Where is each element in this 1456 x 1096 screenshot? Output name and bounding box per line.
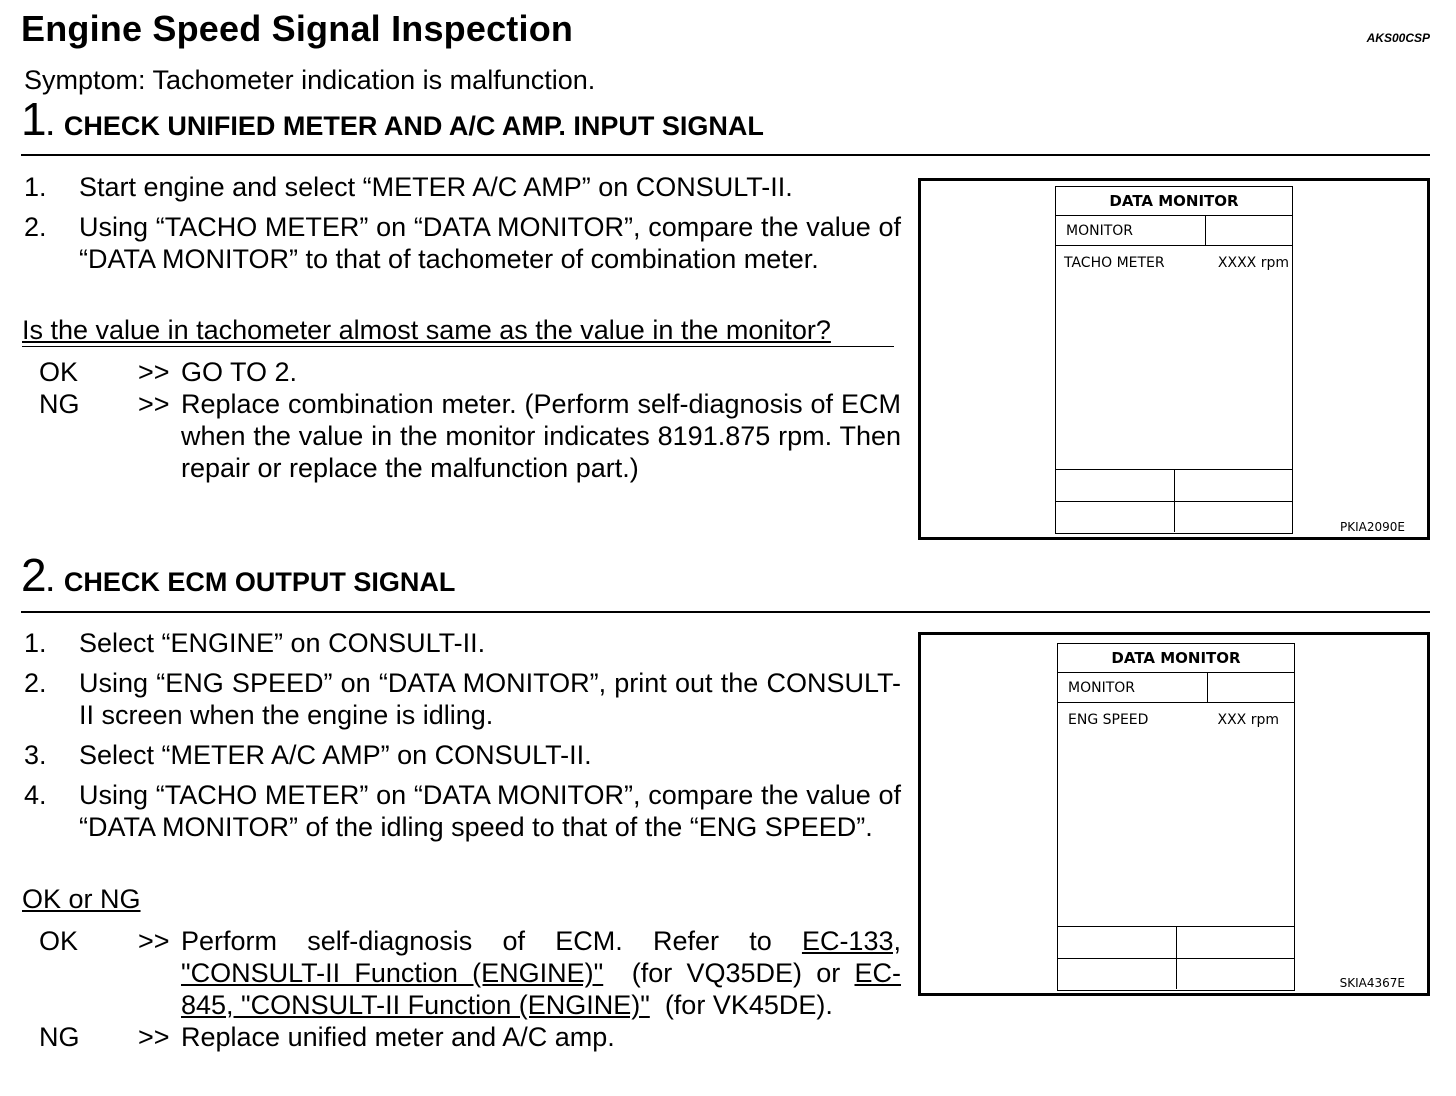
- result-arrow: >>: [138, 357, 170, 387]
- result-text-post: (for VK45DE).: [664, 990, 833, 1020]
- result-arrow: >>: [138, 389, 170, 419]
- list-item-number: 1.: [24, 628, 47, 658]
- list-item: [24, 667, 901, 731]
- monitor-body: [1058, 703, 1294, 989]
- data-monitor-screen: [1055, 186, 1293, 534]
- figure-data-monitor-1: [918, 178, 1430, 540]
- monitor-label: MONITOR: [1066, 223, 1133, 239]
- step1-heading: [21, 93, 764, 145]
- step2-instructions: [24, 627, 901, 851]
- result-key: NG: [39, 389, 80, 419]
- result-text: Replace combination meter. (Perform self-diagnosis of ECM when the value in the monitor indicates 8191.875 rpm. Then repair or replace the malfunction part.): [181, 389, 901, 483]
- list-item-number: 1.: [24, 172, 47, 202]
- link-ec-133[interactable]: EC-133, "CONSULT-II Function (ENGINE)": [181, 926, 901, 988]
- monitor-divider: [1205, 216, 1206, 245]
- step2-heading-text: CHECK ECM OUTPUT SIGNAL: [63, 567, 456, 597]
- figure-code: PKIA2090E: [1340, 520, 1405, 534]
- figure-data-monitor-2: [918, 632, 1430, 996]
- step2-question: OK or NG: [22, 884, 141, 914]
- list-item-text: Using “ENG SPEED” on “DATA MONITOR”, print out the CONSULT-II screen when the engine is idling.: [79, 668, 901, 730]
- result-ng: [39, 388, 901, 484]
- list-item: [24, 211, 901, 275]
- list-item-number: 3.: [24, 740, 47, 770]
- signal-name: ENG SPEED: [1068, 712, 1149, 728]
- step1-dot: .: [46, 111, 54, 141]
- signal-value: XXXX rpm: [1217, 255, 1289, 271]
- monitor-grid: [1058, 926, 1294, 989]
- list-item: [24, 627, 901, 659]
- result-arrow: >>: [138, 1022, 170, 1052]
- step2-divider: [21, 611, 1430, 613]
- grid-line: [1176, 927, 1177, 989]
- data-monitor-screen: [1057, 643, 1295, 991]
- monitor-label-row: [1058, 673, 1294, 703]
- result-arrow: >>: [138, 926, 170, 956]
- step1-instructions: [24, 171, 901, 283]
- step1-results: [39, 356, 901, 484]
- question-underline: [22, 346, 894, 347]
- result-key: NG: [39, 1022, 80, 1052]
- list-item-text: Start engine and select “METER A/C AMP” on CONSULT-II.: [79, 172, 793, 202]
- signal-value: XXX rpm: [1217, 712, 1279, 728]
- step1-heading-text: CHECK UNIFIED METER AND A/C AMP. INPUT SIGNAL: [63, 111, 764, 141]
- step2-dot: .: [46, 567, 54, 597]
- monitor-label: MONITOR: [1068, 680, 1135, 696]
- step1-question: Is the value in tachometer almost same as the value in the monitor?: [22, 315, 831, 345]
- list-item: [24, 779, 901, 843]
- monitor-body: [1056, 246, 1292, 532]
- page-title: Engine Speed Signal Inspection: [21, 8, 574, 49]
- monitor-grid: [1056, 469, 1292, 532]
- list-item-text: Select “METER A/C AMP” on CONSULT-II.: [79, 740, 592, 770]
- document-id: AKS00CSP: [1366, 31, 1430, 45]
- result-ok: [39, 356, 901, 388]
- result-text: GO TO 2.: [181, 357, 298, 387]
- monitor-header: DATA MONITOR: [1056, 187, 1292, 216]
- symptom-text: Symptom: Tachometer indication is malfunction.: [24, 65, 596, 95]
- result-text-pre: Perform self-diagnosis of ECM. Refer to: [181, 926, 772, 956]
- list-item-text: Using “TACHO METER” on “DATA MONITOR”, compare the value of “DATA MONITOR” of the idling speed to that of the “ENG SPEED”.: [79, 780, 901, 842]
- list-item-text: Using “TACHO METER” on “DATA MONITOR”, compare the value of “DATA MONITOR” to that of tachometer of combination meter.: [79, 212, 901, 274]
- monitor-label-row: [1056, 216, 1292, 246]
- monitor-header: DATA MONITOR: [1058, 644, 1294, 673]
- result-ng: [39, 1021, 901, 1053]
- result-key: OK: [39, 926, 79, 956]
- list-item-number: 2.: [24, 668, 47, 698]
- link-ec-845[interactable]: EC-845, "CONSULT-II Function (ENGINE)": [181, 958, 901, 1020]
- step2-number: 2: [21, 549, 47, 601]
- result-ok: [39, 925, 901, 1021]
- list-item: [24, 171, 901, 203]
- result-text: [181, 925, 901, 1021]
- step2-heading: [21, 549, 456, 601]
- list-item-number: 4.: [24, 780, 47, 810]
- list-item-text: Select “ENGINE” on CONSULT-II.: [79, 628, 486, 658]
- step1-number: 1: [21, 93, 47, 145]
- list-item: [24, 739, 901, 771]
- result-text: Replace unified meter and A/C amp.: [181, 1022, 615, 1052]
- list-item-number: 2.: [24, 212, 47, 242]
- grid-line: [1174, 470, 1175, 532]
- monitor-divider: [1207, 673, 1208, 702]
- step2-results: [39, 925, 901, 1053]
- result-key: OK: [39, 357, 79, 387]
- step1-divider: [21, 154, 1430, 156]
- signal-name: TACHO METER: [1064, 255, 1165, 271]
- result-text-mid: (for VQ35DE) or: [631, 958, 841, 988]
- figure-code: SKIA4367E: [1339, 976, 1405, 990]
